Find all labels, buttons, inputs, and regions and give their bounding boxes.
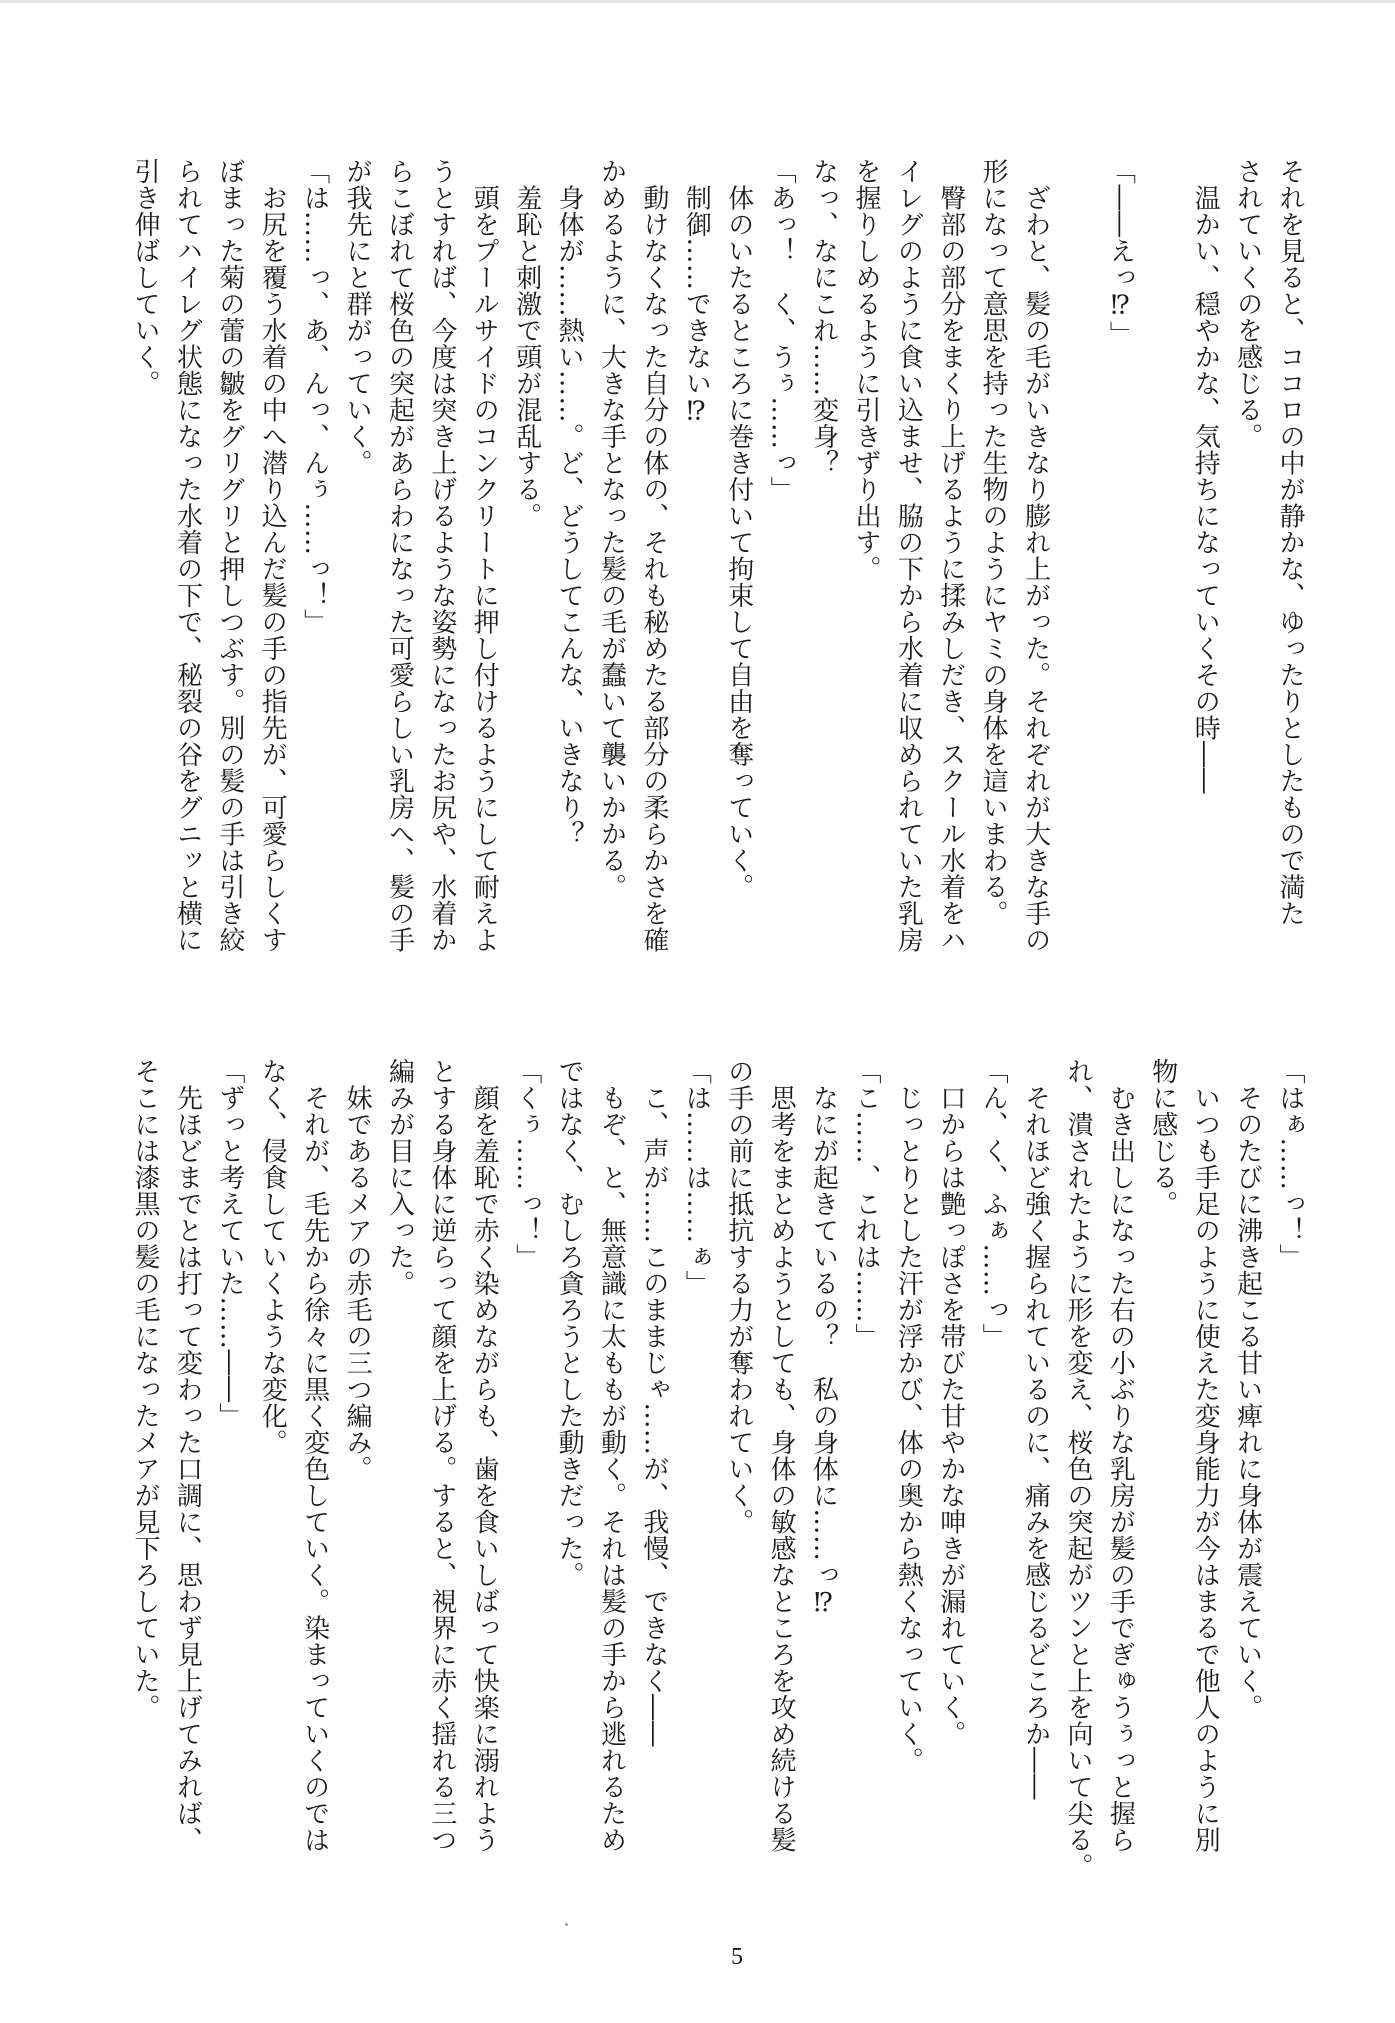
text-column: 「は……っ、あ、んっ、んぅ……っ！」 bbox=[299, 158, 330, 635]
text-column: こ、声が……このままじゃ……が、我慢、できなく―― bbox=[638, 1058, 669, 1747]
upper-text-block bbox=[130, 158, 1311, 988]
text-column bbox=[1057, 158, 1099, 988]
text-column: 思考をまとめようとしても、身体の敏感なところを攻め続ける髪 bbox=[766, 1058, 797, 1853]
text-column: そこには漆黒の髪の毛になったメアが見下ろしていた。 bbox=[130, 1058, 161, 1721]
text-column: それほど強く握られているのに、痛みを感じるどころか―― bbox=[1020, 1058, 1051, 1800]
page-number: 5 bbox=[731, 1944, 743, 1970]
text-column: 「あっ！ く、うぅ……っ」 bbox=[766, 158, 797, 503]
text-column: られてハイレグ状態になった水着の下で、秘裂の谷をグニッと横に bbox=[172, 158, 203, 953]
text-column: れ、潰されたように形を変え、桜色の突起がツンと上を向いて尖る。 bbox=[1062, 1058, 1093, 1880]
scan-edge bbox=[0, 0, 1395, 3]
text-column: かめるように、大きな手となった髪の毛が蠢いて襲いかかる。 bbox=[596, 158, 627, 900]
text-column: 頭をプールサイドのコンクリートに押し付けるようにして耐えよ bbox=[469, 158, 500, 953]
text-column: それを見ると、ココロの中が静かな、ゆったりとしたもので満た bbox=[1275, 158, 1305, 927]
text-column: 動けなくなった自分の体の、それも秘めたる部分の柔らかさを確 bbox=[638, 158, 669, 953]
text-column: 「はぁ……っ！」 bbox=[1275, 1058, 1305, 1270]
text-column: 羞恥と刺激で頭が混乱する。 bbox=[511, 158, 542, 529]
text-column: 妹であるメアの赤毛の三つ編み。 bbox=[342, 1058, 373, 1482]
text-column: 制御……できない⁉ bbox=[681, 158, 712, 427]
text-column: 引き伸ばしていく。 bbox=[130, 158, 161, 397]
text-column: なっ、なにこれ……変身？ bbox=[808, 158, 839, 476]
text-column: じっとりとした汗が浮かび、体の奥から熱くなっていく。 bbox=[893, 1058, 924, 1774]
text-column: 編みが目に入った。 bbox=[384, 1058, 415, 1297]
text-column: 「――えっ⁉」 bbox=[1105, 158, 1136, 348]
text-column: が我先にと群がっていく。 bbox=[342, 158, 373, 476]
text-column: 温かい、穏やかな、気持ちになっていくその時―― bbox=[1190, 158, 1221, 794]
text-column: ぼまった菊の蕾の皺をグリグリと押しつぶす。別の髪の手は引き絞 bbox=[214, 158, 245, 953]
lower-text-block bbox=[130, 1058, 1311, 1898]
text-column: むき出しになった右の小ぶりな乳房が髪の手でぎゅうぅっと握ら bbox=[1105, 1058, 1136, 1853]
text-column: 形になって意思を持った生物のようにヤミの身体を這いまわる。 bbox=[978, 158, 1009, 927]
text-column: 先ほどまでとは打って変わった口調に、思わず見上げてみれば、 bbox=[172, 1058, 203, 1853]
text-column: らこぼれて桜色の突起があらわになった可愛らしい乳房へ、髪の手 bbox=[384, 158, 415, 953]
text-column: イレグのように食い込ませ、脇の下から水着に収められていた乳房 bbox=[893, 158, 924, 953]
text-column: 「くぅ……っ！」 bbox=[511, 1058, 542, 1270]
text-column: なにが起きているの？ 私の身体に……っ⁉ bbox=[808, 1058, 839, 1619]
text-column: 顔を羞恥で赤く染めながらも、歯を食いしばって快楽に溺れよう bbox=[469, 1058, 500, 1853]
text-column: なく、侵食していくような変化。 bbox=[257, 1058, 288, 1456]
text-column: 体のいたるところに巻き付いて拘束して自由を奪っていく。 bbox=[723, 158, 754, 900]
text-column: とする身体に逆らって顔を上げる。すると、視界に赤く揺れる三つ bbox=[426, 1058, 457, 1853]
text-column: ではなく、むしろ貪ろうとした動きだった。 bbox=[554, 1058, 585, 1588]
text-column: されていくのを感じる。 bbox=[1232, 158, 1263, 450]
text-column: の手の前に抵抗する力が奪われていく。 bbox=[723, 1058, 754, 1535]
text-column: 口からは艶っぽさを帯びた甘やかな呻きが漏れていく。 bbox=[935, 1058, 966, 1747]
text-column: 身体が……熱い……。ど、どうしてこんな、いきなり？ bbox=[554, 158, 585, 847]
text-column: うとすれば、今度は突き上げるような姿勢になったお尻や、水着か bbox=[426, 158, 457, 953]
scan-speck bbox=[565, 1923, 568, 1926]
text-column: 「ずっと考えていた……――」 bbox=[214, 1058, 245, 1429]
text-column: お尻を覆う水着の中へ潜り込んだ髪の手の指先が、可愛らしくす bbox=[257, 158, 288, 953]
text-column: 臀部の部分をまくり上げるように揉みしだき、スクール水着をハ bbox=[935, 158, 966, 953]
text-column: そのたびに沸き起こる甘い痺れに身体が震えていく。 bbox=[1232, 1058, 1263, 1721]
text-column: もぞ、と、無意識に太ももが動く。それは髪の手から逃れるため bbox=[596, 1058, 627, 1853]
text-column: を握りしめるように引きずり出す。 bbox=[850, 158, 881, 582]
text-column: 「ん、く、ふぁ……っ」 bbox=[978, 1058, 1009, 1350]
text-column: 物に感じる。 bbox=[1147, 1058, 1178, 1217]
text-column: 「こ……、これは……」 bbox=[850, 1058, 881, 1350]
text-column bbox=[1141, 158, 1183, 988]
text-column: ざわと、髪の毛がいきなり膨れ上がった。それぞれが大きな手の bbox=[1020, 158, 1051, 953]
text-column: いつも手足のように使えた変身能力が今はまるで他人のように別 bbox=[1190, 1058, 1221, 1853]
text-column: それが、毛先から徐々に黒く変色していく。染まっていくのでは bbox=[299, 1058, 330, 1853]
text-column: 「は……は……ぁ」 bbox=[681, 1058, 712, 1297]
